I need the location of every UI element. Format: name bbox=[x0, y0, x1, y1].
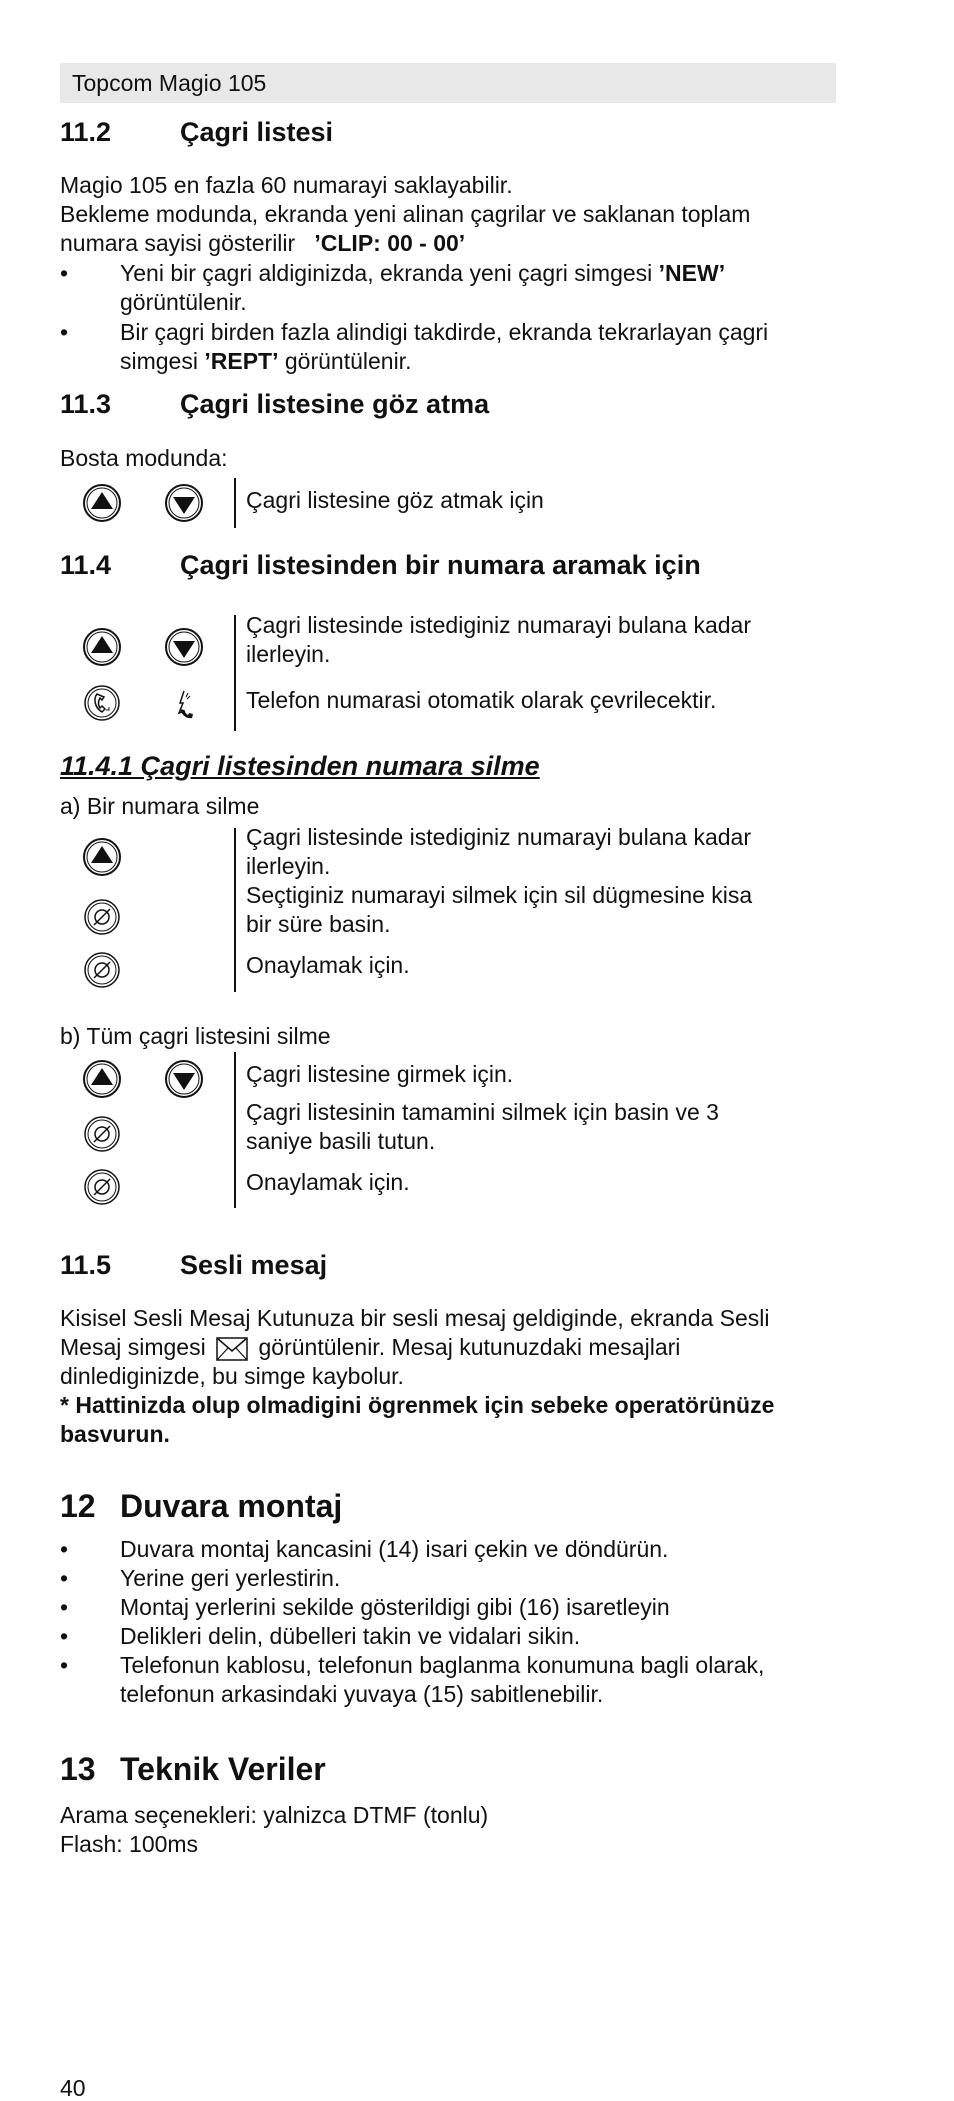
divider bbox=[234, 478, 236, 528]
paragraph-line: Bekleme modunda, ekranda yeni alinan çagrilar ve saklanan toplam bbox=[60, 201, 751, 227]
bullet-marker: • bbox=[60, 319, 69, 345]
text-span: görüntülenir. bbox=[120, 289, 247, 315]
list-item-text bbox=[120, 318, 880, 376]
instruction-text bbox=[246, 881, 752, 939]
divider bbox=[234, 1052, 236, 1208]
paragraph-line: Bosta modunda: bbox=[60, 445, 228, 471]
text-span: simgesi bbox=[120, 348, 205, 374]
paragraph-line: Magio 105 en fazla 60 numarayi saklayabilir. bbox=[60, 172, 513, 198]
note-line: basvurun. bbox=[60, 1421, 170, 1447]
display-code: ’CLIP: 00 - 00’ bbox=[314, 230, 466, 256]
envelope-icon bbox=[216, 1337, 248, 1361]
section-11-4-heading bbox=[60, 550, 701, 581]
delete-button-icon bbox=[82, 1114, 122, 1154]
paragraph-line: Arama seçenekleri: yalnizca DTMF (tonlu) bbox=[60, 1802, 489, 1828]
bullet-marker: • bbox=[60, 1652, 69, 1678]
bullet-marker: • bbox=[60, 1565, 69, 1591]
paragraph-line: dinlediginizde, bu simge kaybolur. bbox=[60, 1363, 404, 1389]
list-item-text: Delikleri delin, dübelleri takin ve vidalari sikin. bbox=[120, 1623, 581, 1649]
text-span: Çagri listesinde istediginiz numarayi bulana kadar bbox=[246, 824, 751, 850]
arrow-down-button-icon bbox=[164, 483, 204, 523]
text-span: Yeni bir çagri aldiginizda, ekranda yeni çagri simgesi bbox=[120, 260, 659, 286]
text-span: Telefonun kablosu, telefonun baglanma konumuna bagli olarak, bbox=[120, 1652, 765, 1678]
arrow-up-button-icon bbox=[82, 837, 122, 877]
paragraph-line: Flash: 100ms bbox=[60, 1831, 199, 1857]
note-line: * Hattinizda olup olmadigini ögrenmek için sebeke operatörünüze bbox=[60, 1392, 775, 1418]
bullet-marker: • bbox=[60, 1623, 69, 1649]
section-number: 11.5 bbox=[60, 1250, 112, 1280]
list-item-text: Duvara montaj kancasini (14) isari çekin ve döndürün. bbox=[120, 1536, 669, 1562]
paragraph-line bbox=[60, 229, 465, 258]
ringing-phone-icon bbox=[164, 685, 204, 725]
list-item-text bbox=[120, 1651, 880, 1709]
arrow-up-button-icon bbox=[82, 627, 122, 667]
arrow-up-button-icon bbox=[82, 1059, 122, 1099]
paragraph-line: a) Bir numara silme bbox=[60, 793, 260, 819]
text-span: ilerleyin. bbox=[246, 641, 331, 667]
page-number: 40 bbox=[60, 2075, 86, 2101]
list-item-text: Yerine geri yerlestirin. bbox=[120, 1565, 341, 1591]
divider bbox=[234, 615, 236, 731]
text-span: saniye basili tutun. bbox=[246, 1128, 436, 1154]
paragraph-line bbox=[60, 1333, 680, 1362]
section-title: Çagri listesine göz atma bbox=[180, 389, 490, 419]
section-number: 11.3 bbox=[60, 389, 112, 419]
arrow-down-button-icon bbox=[164, 1059, 204, 1099]
text-span: Mesaj simgesi bbox=[60, 1334, 206, 1360]
instruction-text: Telefon numarasi otomatik olarak çevrilecektir. bbox=[246, 687, 717, 713]
bullet-marker: • bbox=[60, 260, 69, 286]
instruction-text: Çagri listesine girmek için. bbox=[246, 1061, 514, 1087]
text-span: görüntülenir. bbox=[278, 348, 412, 374]
chapter-12-heading bbox=[60, 1488, 342, 1525]
text-span: Çagri listesinin tamamini silmek için basin ve 3 bbox=[246, 1099, 719, 1125]
arrow-up-button-icon bbox=[82, 483, 122, 523]
list-item-text bbox=[120, 259, 880, 317]
instruction-text bbox=[246, 823, 751, 881]
text-span: Çagri listesinde istediginiz numarayi bulana kadar bbox=[246, 612, 751, 638]
text-span: bir süre basin. bbox=[246, 911, 391, 937]
delete-button-icon bbox=[82, 1167, 122, 1207]
chapter-title: Teknik Veriler bbox=[120, 1751, 326, 1787]
section-title: Çagri listesi bbox=[180, 117, 334, 147]
section-title: Sesli mesaj bbox=[180, 1250, 328, 1280]
instruction-text bbox=[246, 611, 751, 669]
paragraph-line: Kisisel Sesli Mesaj Kutunuza bir sesli mesaj geldiginde, ekranda Sesli bbox=[60, 1305, 770, 1331]
section-11-2-heading bbox=[60, 117, 333, 148]
chapter-title: Duvara montaj bbox=[120, 1488, 343, 1524]
delete-button-icon bbox=[82, 950, 122, 990]
display-code: ’REPT’ bbox=[204, 348, 279, 374]
instruction-text: Onaylamak için. bbox=[246, 952, 410, 978]
subsection-11-4-1-heading: 11.4.1 Çagri listesinden numara silme bbox=[60, 751, 540, 781]
phone-handset-icon bbox=[82, 683, 122, 723]
delete-button-icon bbox=[82, 897, 122, 937]
bullet-marker: • bbox=[60, 1594, 69, 1620]
text-span: telefonun arkasindaki yuvaya (15) sabitlenebilir. bbox=[120, 1681, 604, 1707]
text-span: Bir çagri birden fazla alindigi takdirde, ekranda tekrarlayan çagri bbox=[120, 319, 769, 345]
chapter-number: 13 bbox=[60, 1751, 96, 1787]
section-number: 11.2 bbox=[60, 117, 112, 147]
divider bbox=[234, 828, 236, 992]
section-number: 11.4 bbox=[60, 550, 112, 580]
paragraph-line: b) Tüm çagri listesini silme bbox=[60, 1023, 331, 1049]
text-span: Seçtiginiz numarayi silmek için sil dügmesine kisa bbox=[246, 882, 753, 908]
text-span: görüntülenir. Mesaj kutunuzdaki mesajlari bbox=[258, 1334, 681, 1360]
text-span: numara sayisi gösterilir bbox=[60, 230, 296, 256]
instruction-text: Onaylamak için. bbox=[246, 1169, 410, 1195]
instruction-text: Çagri listesine göz atmak için bbox=[246, 487, 544, 513]
display-code: ’NEW’ bbox=[658, 260, 726, 286]
section-11-3-heading bbox=[60, 389, 489, 420]
instruction-text bbox=[246, 1098, 719, 1156]
bullet-marker: • bbox=[60, 1536, 69, 1562]
chapter-13-heading bbox=[60, 1751, 326, 1788]
running-header: Topcom Magio 105 bbox=[60, 63, 836, 103]
chapter-number: 12 bbox=[60, 1488, 96, 1524]
list-item-text: Montaj yerlerini sekilde gösterildigi gibi (16) isaretleyin bbox=[120, 1594, 670, 1620]
section-11-5-heading bbox=[60, 1250, 327, 1281]
text-span: ilerleyin. bbox=[246, 853, 331, 879]
section-title: Çagri listesinden bir numara aramak için bbox=[180, 550, 701, 580]
arrow-down-button-icon bbox=[164, 627, 204, 667]
